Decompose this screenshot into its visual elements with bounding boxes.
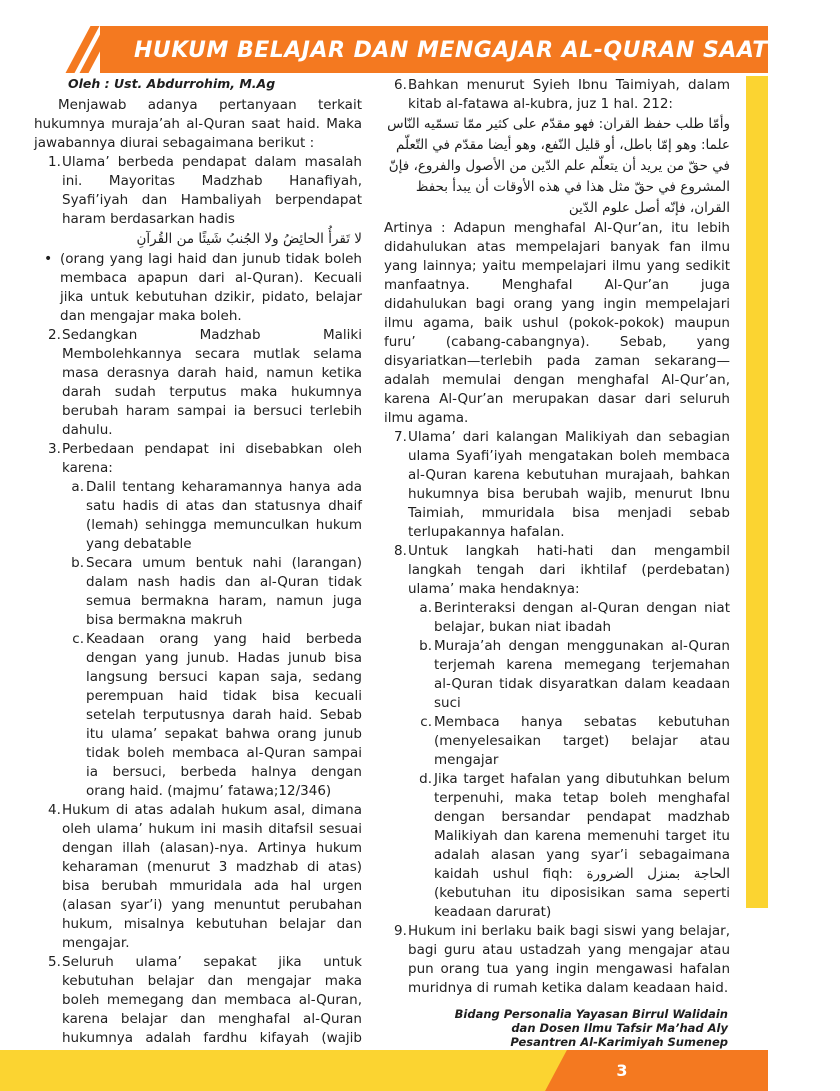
- item-text: Ulama’ berbeda pendapat dalam masalah ini. Mayoritas Madzhab Hanafiyah, Syafi’iyah dan Hambaliyah berpendapat haram berdasarkan hadis: [62, 154, 362, 227]
- item-letter: b.: [419, 638, 432, 654]
- sub-list-item: [70, 478, 362, 554]
- quote-translation: Artinya : Adapun menghafal Al-Qur’an, itu lebih didahulukan atas mempelajari banyak fan ilmu yang lainnya; yaitu mempelajari ilmu yang sedikit manfaatnya. Menghafal Al-Qur’an juga didahulukan bagi orang yang ingin mempelajari ilmu agama, baik ushul (pokok-pokok) maupun furu’ (cabang-cabangnya). Sebab, yang disyariatkan—terlebih pada zaman sekarang—adalah memulai dengan menghafal Al-Qur’an, karena Al-Qur’an merupakan dasar dari seluruh ilmu agama.: [384, 220, 730, 426]
- item-text: Membaca hanya sebatas kebutuhan (menyelesaikan target) belajar atau mengajar: [434, 714, 730, 768]
- sub-list-item: [418, 599, 730, 637]
- item-text: Berinteraksi dengan al-Quran dengan niat belajar, bukan niat ibadah: [434, 600, 730, 635]
- item-number: 4.: [48, 802, 61, 818]
- list-item: [48, 326, 362, 440]
- item-text: Sedangkan Madzhab Maliki Membolehkannya secara mutlak selama masa derasnya darah haid, namun ketika darah sudah terputus maka hukumnya berubah haram sampai ia bersuci terlebih dahulu.: [62, 327, 362, 438]
- item-text: Hukum di atas adalah hukum asal, dimana oleh ulama’ hukum ini masih ditafsil sesuai dengan illah (alasan)-nya. Artinya hukum keharaman (menurut 3 madzhab di atas) bisa berubah mmuridala ada hal urgen (alasan syar’i) yang menuntut perubahan hukum, misalnya kebutuhan belajar dan mengajar.: [62, 802, 362, 951]
- item-text: Untuk langkah hati-hati dan mengambil langkah tengah dari ikhtilaf (perdebatan) ulama’ maka hendaknya:: [408, 543, 730, 597]
- item-text: Hukum ini berlaku baik bagi siswi yang belajar, bagi guru atau ustadzah yang mengajar atau pun orang tua yang ingin mengawasi hafalan muridnya di rumah ketika dalam keadaan haid.: [408, 923, 730, 996]
- item-text: Seluruh ulama’ sepakat jika untuk kebutuhan belajar dan mengajar maka boleh memegang dan membaca al-Quran, karena belajar dan menghafal al-Quran hukumnya adalah fardhu kifayah (wajib: [62, 954, 362, 1046]
- sub-list-item: [70, 630, 362, 801]
- item-number: 7.: [394, 429, 407, 445]
- item-number: 1.: [48, 154, 61, 170]
- author-signature: [444, 1007, 728, 1049]
- item-text: Dalil tentang keharamannya hanya ada satu hadis di atas dan statusnya dhaif (lemah) sehingga memunculkan hukum yang debatable: [86, 479, 362, 552]
- item-text: Bahkan menurut Syieh Ibnu Taimiyah, dalam kitab al-fatawa al-kubra, juz 1 hal. 212:: [408, 77, 730, 112]
- item-number: 6.: [394, 77, 407, 93]
- list-item: [48, 153, 362, 229]
- left-column: [34, 76, 362, 1067]
- right-column: [384, 76, 730, 998]
- list-item: [394, 76, 730, 114]
- list-item: [48, 440, 362, 478]
- hadith-arabic: لا تَقرأُ الحائِضُ ولا الجُنبُ شَيئًا من القُرآنِ: [136, 231, 362, 247]
- item-letter: c.: [72, 631, 84, 647]
- item-letter: d.: [419, 771, 432, 787]
- item-text-part: Jika target hafalan yang dibutuhkan belum terpenuhi, maka tetap boleh menghafal dengan bersandar pendapat madzhab Malikiyah dan karena memenuhi target itu adalah alasan yang syar’i sebagaimana kaidah ushul fiqh:: [434, 771, 730, 882]
- item-number: 9.: [394, 923, 407, 939]
- side-accent-bar: [746, 76, 768, 908]
- item-text-part: (kebutuhan itu diposisikan sama seperti keadaan darurat): [434, 885, 730, 920]
- page-title: HUKUM BELAJAR DAN MENGAJAR AL-QURAN SAAT HAID: [134, 38, 840, 63]
- sub-list-item: [418, 770, 730, 922]
- list-item: [394, 922, 730, 998]
- bullet-item: [44, 250, 362, 326]
- item-text: (orang yang lagi haid dan junub tidak boleh membaca apapun dari al-Quran). Kecuali jika untuk kebutuhan dzikir, pidato, belajar dan mengajar maka boleh.: [60, 251, 362, 324]
- signature-line: dan Dosen Ilmu Tafsir Ma’had Aly: [511, 1021, 728, 1035]
- item-letter: b.: [71, 555, 84, 571]
- item-text: Keadaan orang yang haid berbeda dengan yang junub. Hadas junub bisa langsung bersuci kapan saja, sedang perempuan haid tidak bisa kecuali setelah terputusnya darah haid. Sebab itu ulama’ sepakat bahwa orang junub tidak boleh membaca al-Quran sampai ia bersuci, berbeda halnya dengan orang haid. (majmu’ fatawa;12/346): [86, 631, 362, 799]
- item-number: 2.: [48, 327, 61, 343]
- sub-list-item: [418, 713, 730, 770]
- sub-list-item: [418, 637, 730, 713]
- bullet-icon: •: [44, 251, 53, 267]
- author-line: Oleh : Ust. Abdurrohim, M.Ag: [68, 76, 276, 91]
- list-item: [394, 542, 730, 599]
- list-item: [394, 428, 730, 542]
- qaidah-arabic: الحاجة بمنزل الضرورة: [586, 866, 731, 882]
- item-text: Secara umum bentuk nahi (larangan) dalam nash hadis dan al-Quran tidak semua bermakna haram, namun juga bisa bermakna makruh: [86, 555, 362, 628]
- item-text: Muraja’ah dengan menggunakan al-Quran terjemah karena memegang terjemahan al-Quran tidak disyaratkan dalam keadaan suci: [434, 638, 730, 711]
- item-text: Perbedaan pendapat ini disebabkan oleh karena:: [62, 441, 362, 476]
- signature-line: Pesantren Al-Karimiyah Sumenep: [510, 1035, 728, 1049]
- item-letter: a.: [419, 600, 432, 616]
- sub-list-item: [70, 554, 362, 630]
- item-number: 3.: [48, 441, 61, 457]
- ibn-taimiyah-quote-arabic: وأمّا طلب حفظ القران: فهو مقدّم على كثير ممّا تسمّيه النّاس علما: وهو إمّا باطل، أو قليل النّفع، وهو أيضا مقدّم في التّعلّم في حقّ من يريد أن يتعلّم علم الدّين من الأصول والفروع، فإنّ المشروع في حقّ مثل هذا في هذه الأوقات أن يبدأ بحفظ القران، فإنّه أصل علوم الدّين: [387, 116, 730, 216]
- item-text: [434, 770, 730, 922]
- item-number: 5.: [48, 954, 61, 970]
- item-letter: a.: [71, 479, 84, 495]
- page-number: 3: [616, 1061, 628, 1080]
- signature-line: Bidang Personalia Yayasan Birrul Walidain: [454, 1007, 728, 1021]
- intro-paragraph: Menjawab adanya pertanyaan terkait hukumnya muraja’ah al-Quran saat haid. Maka jawabannya diurai sebagaimana berikut :: [34, 97, 362, 151]
- item-letter: c.: [420, 714, 432, 730]
- item-text: Ulama’ dari kalangan Malikiyah dan sebagian ulama Syafi’iyah mengatakan boleh membaca al-Quran karena kebutuhan murajaah, bahkan hukumnya bisa berubah wajib, menurut Ibnu Taimiah, mmuridala bisa menjadi sebab terlupakannya hafalan.: [408, 429, 730, 540]
- list-item: [48, 801, 362, 953]
- item-number: 8.: [394, 543, 407, 559]
